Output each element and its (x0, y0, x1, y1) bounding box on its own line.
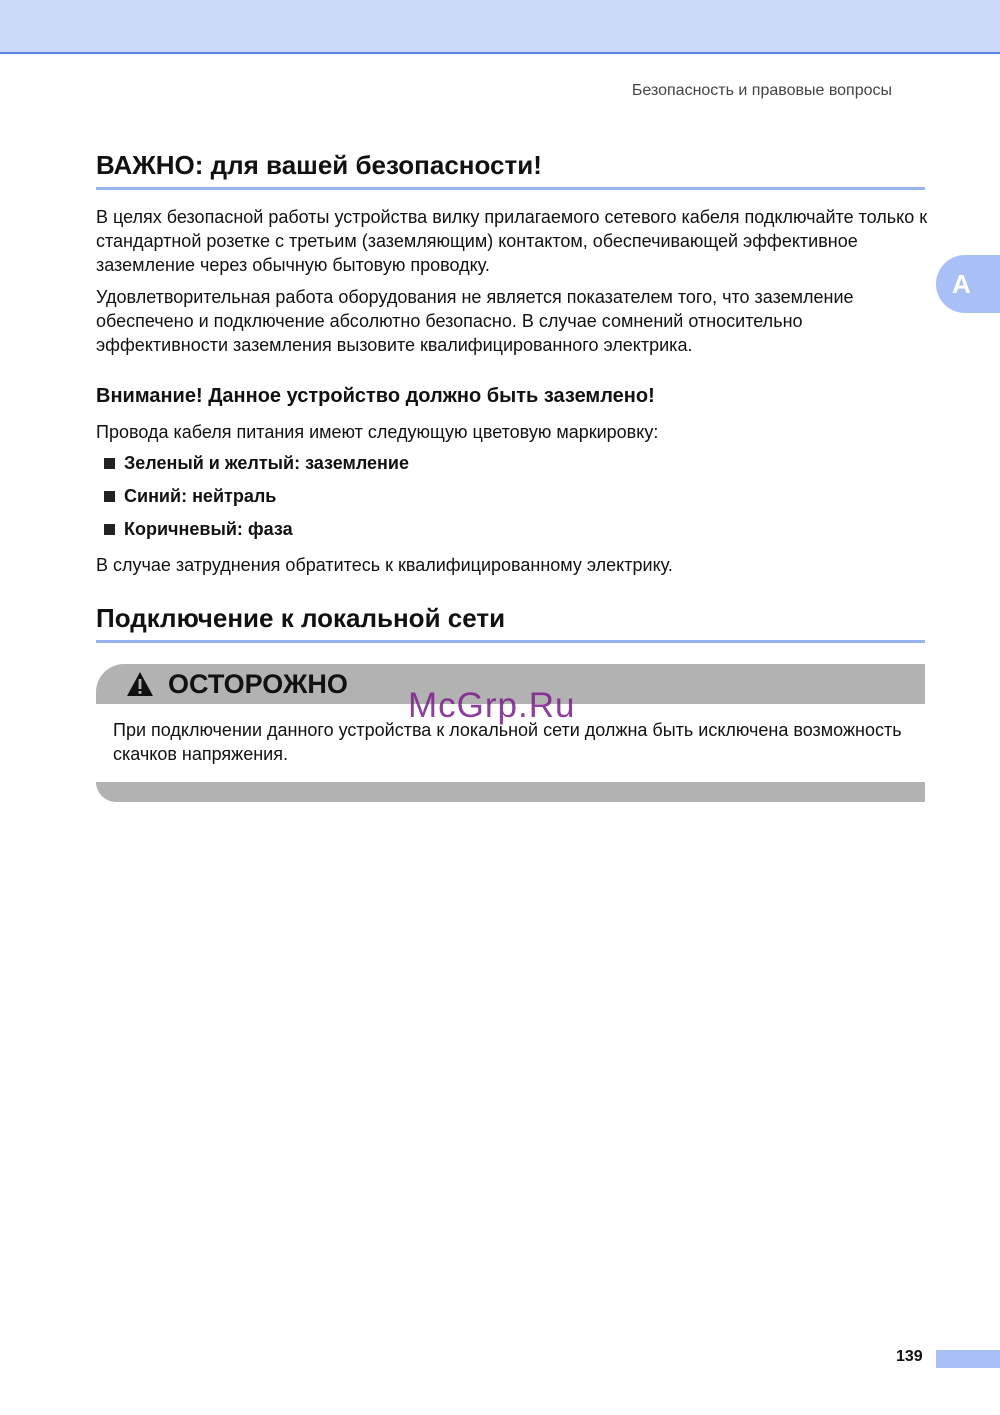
list-item-text: Коричневый: фаза (124, 519, 293, 539)
caution-label: ОСТОРОЖНО (168, 668, 348, 699)
section-title-lan: Подключение к локальной сети (96, 603, 925, 643)
paragraph-wire-outro: В случае затруднения обратитесь к квалифицированному электрику. (96, 555, 673, 575)
chapter-letter: A (952, 269, 971, 299)
watermark: McGrp.Ru (408, 686, 576, 725)
list-item-text: Зеленый и желтый: заземление (124, 453, 409, 473)
paragraph-grounding: В целях безопасной работы устройства вилку прилагаемого сетевого кабеля подключайте только к стандартной розетке с третьим (заземляющим) контактом, обеспечивающей эффективное заземление через обычную бытовую проводку. (96, 207, 928, 275)
paragraph-wire-intro: Провода кабеля питания имеют следующую цветовую маркировку: (96, 422, 659, 442)
bullet-square-icon (104, 491, 115, 502)
chapter-tab (936, 255, 1000, 313)
caution-text: При подключении данного устройства к локальной сети должна быть исключена возможность скачков напряжения. (113, 720, 902, 764)
top-band (0, 0, 1000, 54)
bullet-square-icon (104, 458, 115, 469)
paragraph-assurance: Удовлетворительная работа оборудования не является показателем того, что заземление обеспечено и подключение абсолютно безопасно. В случае сомнений относительно эффективности заземления вызовите квалифицированного электрика. (96, 287, 854, 355)
subsection-title-grounding: Внимание! Данное устройство должно быть заземлено! (96, 385, 655, 407)
list-item-text: Синий: нейтраль (124, 486, 277, 506)
list-item (104, 486, 276, 507)
caution-footer (96, 782, 925, 802)
list-item (104, 453, 409, 474)
section-title-safety: ВАЖНО: для вашей безопасности! (96, 150, 925, 190)
warning-triangle-icon (126, 671, 154, 697)
page-number: 139 (896, 1348, 923, 1365)
page-tab (936, 1350, 1000, 1368)
running-header: Безопасность и правовые вопросы (631, 82, 892, 99)
bullet-square-icon (104, 524, 115, 535)
list-item (104, 519, 293, 540)
